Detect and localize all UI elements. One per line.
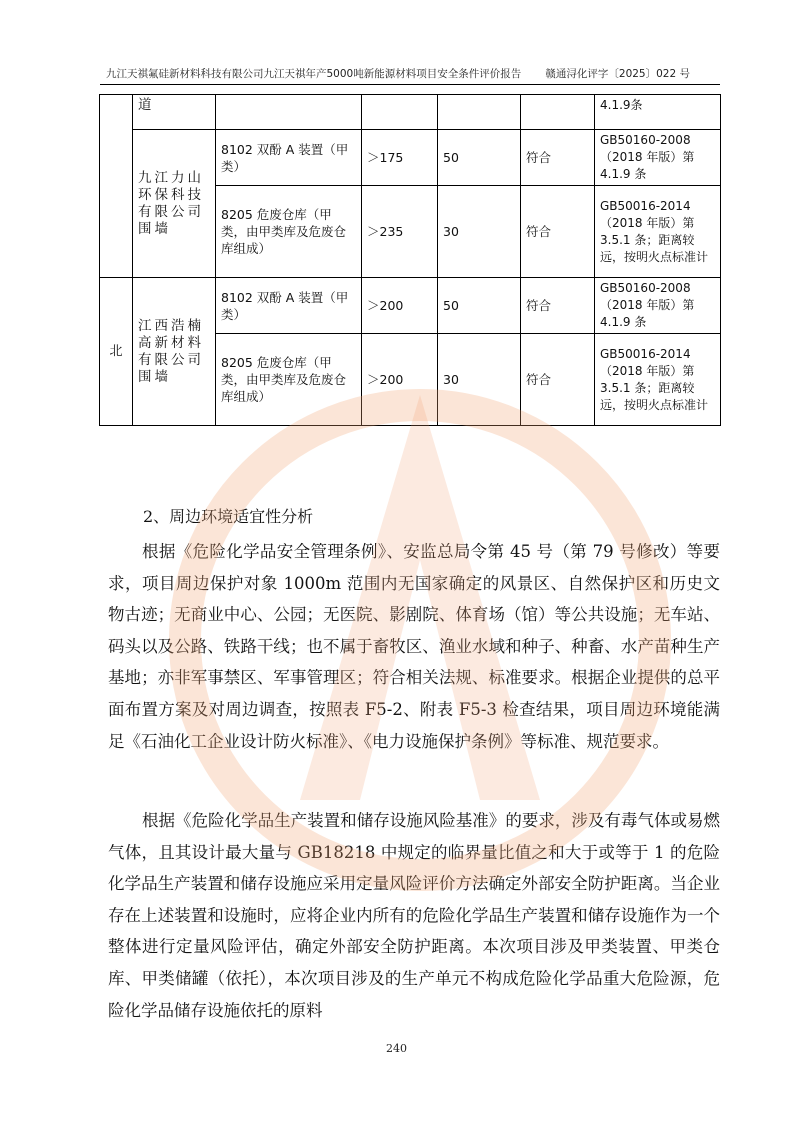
basis-cell: GB50016-2014（2018 年版）第 3.5.1 条；距离较远，按明火点标准计: [595, 186, 721, 278]
device-cell: 8205 危废仓库（甲类，由甲类库及危废仓库组成）: [216, 186, 362, 278]
standard-distance-cell: 50: [438, 278, 521, 334]
boundary-cell: 九江力山环保科技有限公司围墙: [133, 130, 216, 278]
standard-distance-cell: [438, 95, 521, 130]
standard-distance-cell: 50: [438, 130, 521, 186]
device-cell: 8102 双酚 A 装置（甲类）: [216, 130, 362, 186]
table-row: [100, 130, 721, 186]
boundary-cell: 江西浩楠高新材料有限公司围墙: [133, 278, 216, 426]
report-title-header: 九江天祺氟硅新材料科技有限公司九江天祺年产5000吨新能源材料项目安全条件评价报告: [106, 68, 522, 80]
basis-cell: GB50160-2008（2018 年版）第 4.1.9 条: [595, 278, 721, 334]
page-header: [106, 66, 720, 82]
result-cell: 符合: [521, 130, 595, 186]
table-row: [100, 95, 721, 130]
device-cell: [216, 95, 362, 130]
actual-distance-cell: [362, 95, 438, 130]
basis-cell: 4.1.9条: [595, 95, 721, 130]
result-cell: 符合: [521, 278, 595, 334]
actual-distance-cell: ＞200: [362, 278, 438, 334]
distance-check-table: [99, 94, 721, 426]
standard-distance-cell: 30: [438, 186, 521, 278]
standard-distance-cell: 30: [438, 334, 521, 426]
paragraph-surroundings: 根据《危险化学品安全管理条例》、安监总局令第 45 号（第 79 号修改）等要求，项目周边保护对象 1000m 范围内无国家确定的风景区、自然保护区和历史文物古迹；无商业中心、公园；无医院、影剧院、体育场（馆）等公共设施；无车站、码头以及公路、铁路干线；也不属于畜牧区、渔业水域和种子、种畜、水产苗种生产基地；亦非军事禁区、军事管理区；符合相关法规、标准要求。根据企业提供的总平面布置方案及对周边调查，按照表 F5-2、附表 F5-3 检查结果，项目周边环境能满足《石油化工企业设计防火标准》、《电力设施保护条例》等标准、规范要求。: [108, 542, 720, 751]
direction-cell: [100, 95, 133, 278]
actual-distance-cell: ＞235: [362, 186, 438, 278]
device-cell: 8205 危废仓库（甲类，由甲类库及危废仓库组成）: [216, 334, 362, 426]
basis-cell: GB50160-2008（2018 年版）第 4.1.9 条: [595, 130, 721, 186]
result-cell: 符合: [521, 334, 595, 426]
header-rule: [100, 84, 720, 85]
section-title: 2、周边环境适宜性分析: [143, 507, 314, 526]
report-number-header: 赣通浔化评字〔2025〕022 号: [545, 68, 690, 80]
paragraph-risk-standard: 根据《危险化学品生产装置和储存设施风险基准》的要求，涉及有毒气体或易燃气体，且其设计最大量与 GB18218 中规定的临界量比值之和大于或等于 1 的危险化学品生产装置和储存设施应采用定量风险评价方法确定外部安全防护距离。当企业存在上述装置和设施时，应将企业内所有的危险化学品生产装置和储存设施作为一个整体进行定量风险评估，确定外部安全防护距离。本次项目涉及甲类装置、甲类仓库、甲类储罐（依托），本次项目涉及的生产单元不构成危险化学品重大危险源，危险化学品储存设施依托的原料: [108, 811, 720, 1020]
result-cell: 符合: [521, 186, 595, 278]
device-cell: 8102 双酚 A 装置（甲类）: [216, 278, 362, 334]
actual-distance-cell: ＞200: [362, 334, 438, 426]
actual-distance-cell: ＞175: [362, 130, 438, 186]
table-row: [100, 278, 721, 334]
basis-cell: GB50016-2014（2018 年版）第 3.5.1 条；距离较远，按明火点标准计: [595, 334, 721, 426]
result-cell: [521, 95, 595, 130]
direction-cell: 北: [100, 278, 133, 426]
page-number: 240: [386, 1042, 407, 1055]
boundary-cell: 道: [133, 95, 216, 130]
